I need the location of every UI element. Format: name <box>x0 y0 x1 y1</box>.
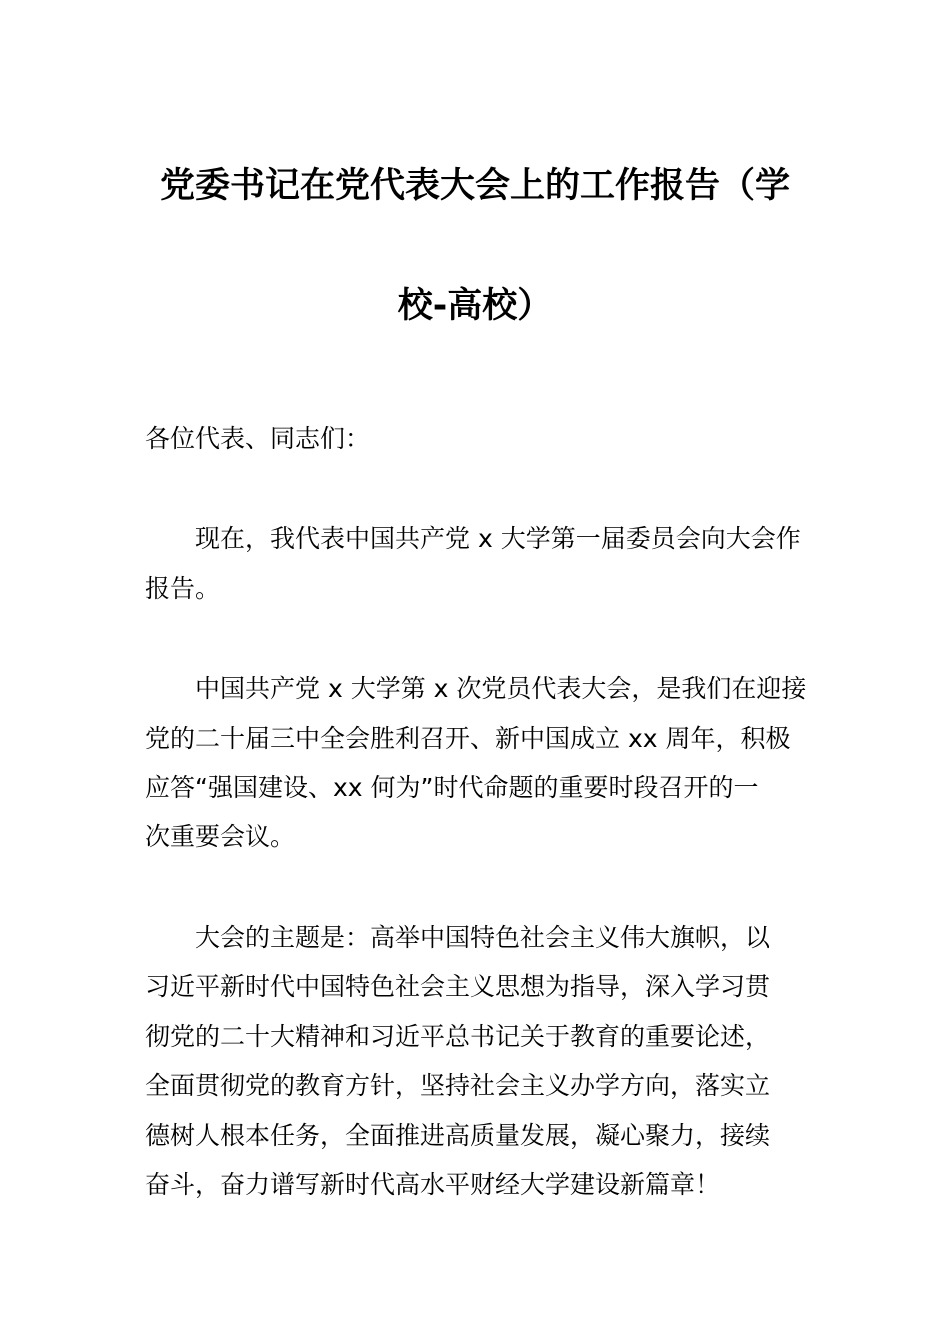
paragraph-1-line-2: 报告。 <box>145 574 221 603</box>
paragraph-2-line-1: 中国共产党 x 大学第 x 次党员代表大会，是我们在迎接 <box>195 674 807 703</box>
paragraph-3-line-5: 德树人根本任务，全面推进高质量发展，凝心聚力，接续 <box>145 1121 771 1150</box>
paragraph-3-line-1: 大会的主题是：高举中国特色社会主义伟大旗帜，以 <box>195 923 771 952</box>
paragraph-2-line-2: 党的二十届三中全会胜利召开、新中国成立 xx 周年，积极 <box>145 724 791 753</box>
document-title-line-2: 校-高校） <box>397 286 553 326</box>
salutation: 各位代表、同志们： <box>145 424 371 453</box>
paragraph-3-line-4: 全面贯彻党的教育方针，坚持社会主义办学方向，落实立 <box>145 1071 771 1100</box>
paragraph-3-line-3: 彻党的二十大精神和习近平总书记关于教育的重要论述， <box>145 1022 771 1051</box>
paragraph-3-line-6: 奋斗，奋力谱写新时代高水平财经大学建设新篇章！ <box>145 1170 721 1199</box>
paragraph-3-line-2: 习近平新时代中国特色社会主义思想为指导，深入学习贯 <box>145 972 771 1001</box>
document-title-line-1: 党委书记在党代表大会上的工作报告（学 <box>159 166 790 206</box>
paragraph-2-line-4: 次重要会议。 <box>145 822 296 851</box>
paragraph-2-line-3: 应答“强国建设、xx 何为”时代命题的重要时段召开的一 <box>145 773 759 802</box>
paragraph-1-line-1: 现在，我代表中国共产党 x 大学第一届委员会向大会作 <box>195 524 801 553</box>
